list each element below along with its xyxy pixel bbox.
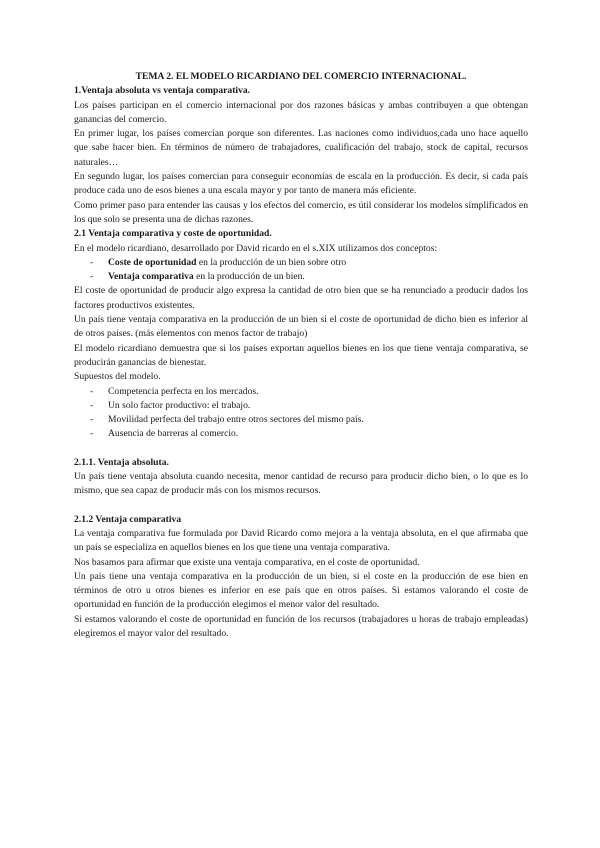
- paragraph: En segundo lugar, los países comercian para conseguir economías de escala en la producción. Es decir, si cada país produce cada uno de esos bienes a una escala mayor y por tanto de manera más eficiente.: [74, 171, 528, 197]
- list-item: - Ventaja comparativa en la producción de un bien.: [90, 271, 305, 283]
- paragraph: Supuestos del modelo.: [74, 371, 161, 383]
- paragraph: El modelo ricardiano demuestra que si los países exportan aquellos bienes en los que tiene ventaja comparativa, se producirán ganancias de bienestar.: [74, 342, 528, 368]
- paragraph: Un país tiene ventaja comparativa en la producción de un bien si el coste de oportunidad de dicho bien es inferior al de otros países. (más elementos con menos factor de trabajo): [74, 314, 528, 340]
- concept-text: en la producción de un bien.: [193, 271, 305, 283]
- paragraph: Nos basamos para afirmar que existe una ventaja comparativa, en el coste de oportunidad.: [74, 556, 420, 568]
- section-2-1-2-heading: 2.1.2 Ventaja comparativa: [74, 513, 182, 525]
- paragraph: Los países participan en el comercio internacional por dos razones básicas y ambas contribuyen a que obtengan ganancias del comercio.: [74, 99, 528, 125]
- section-1-heading: 1.Ventaja absoluta vs ventaja comparativa.: [74, 85, 251, 97]
- list-item: - Competencia perfecta en los mercados.: [90, 385, 259, 397]
- section-2-1-1-heading: 2.1.1. Ventaja absoluta.: [74, 456, 169, 468]
- list-item: - Un solo factor productivo: el trabajo.: [90, 399, 251, 411]
- paragraph: Un país tiene ventaja absoluta cuando necesita, menor cantidad de recurso para producir dicho bien, o lo que es lo mismo, que sea capaz de producir más con los mismos recursos.: [74, 471, 528, 497]
- assumptions-list: [74, 385, 528, 442]
- paragraph: Si estamos valorando el coste de oportunidad en función de los recursos (trabajadores u horas de trabajo empleadas) elegiremos el mayor valor del resultado.: [74, 613, 528, 639]
- list-item: - Movilidad perfecta del trabajo entre otros sectores del mismo país.: [90, 414, 364, 426]
- concept-term: Coste de oportunidad: [108, 256, 197, 268]
- paragraph: El coste de oportunidad de producir algo expresa la cantidad de otro bien que se ha renunciado a producir dados los factores productivos existentes.: [74, 285, 528, 311]
- section-2-1-heading: 2.1 Ventaja comparativa y coste de oportunidad.: [74, 228, 272, 240]
- paragraph: En el modelo ricardiano, desarrollado por David ricardo en el s.XIX utilizamos dos conceptos:: [74, 242, 438, 254]
- document-page: [74, 70, 528, 641]
- list-item: - Coste de oportunidad en la producción de un bien sobre otro: [90, 256, 347, 268]
- concept-text: en la producción de un bien sobre otro: [196, 256, 347, 268]
- paragraph: La ventaja comparativa fue formulada por David Ricardo como mejora a la ventaja absoluta, en el que afirmaba que un país se especializa en aquellos bienes en los que tiene una ventaja comparativa.: [74, 527, 528, 554]
- concept-term: Ventaja comparativa: [108, 271, 194, 283]
- paragraph: Un país tiene una ventaja comparativa en la producción de un bien, si el coste en la producción de ese bien en términos de otro u otros bienes es inferior en ese país que en otros países. Si estamos valorando el coste de oportunidad en función de la producción elegimos el menor valor del resultado.: [74, 570, 528, 611]
- document-title: TEMA 2. EL MODELO RICARDIANO DEL COMERCIO INTERNACIONAL.: [135, 71, 467, 82]
- list-item: - Ausencia de barreras al comercio.: [90, 428, 239, 440]
- paragraph: En primer lugar, los países comercian porque son diferentes. Las naciones como individuos,cada uno hace aquello que sabe hacer bien. En términos de número de trabajadores, cualificación del trabajo, stock de capital, recursos naturales…: [74, 128, 528, 168]
- paragraph: Como primer paso para entender las causas y los efectos del comercio, es útil considerar los modelos simplificados en los que solo se presenta una de dichas razones.: [74, 199, 528, 225]
- concepts-list: [74, 256, 528, 285]
